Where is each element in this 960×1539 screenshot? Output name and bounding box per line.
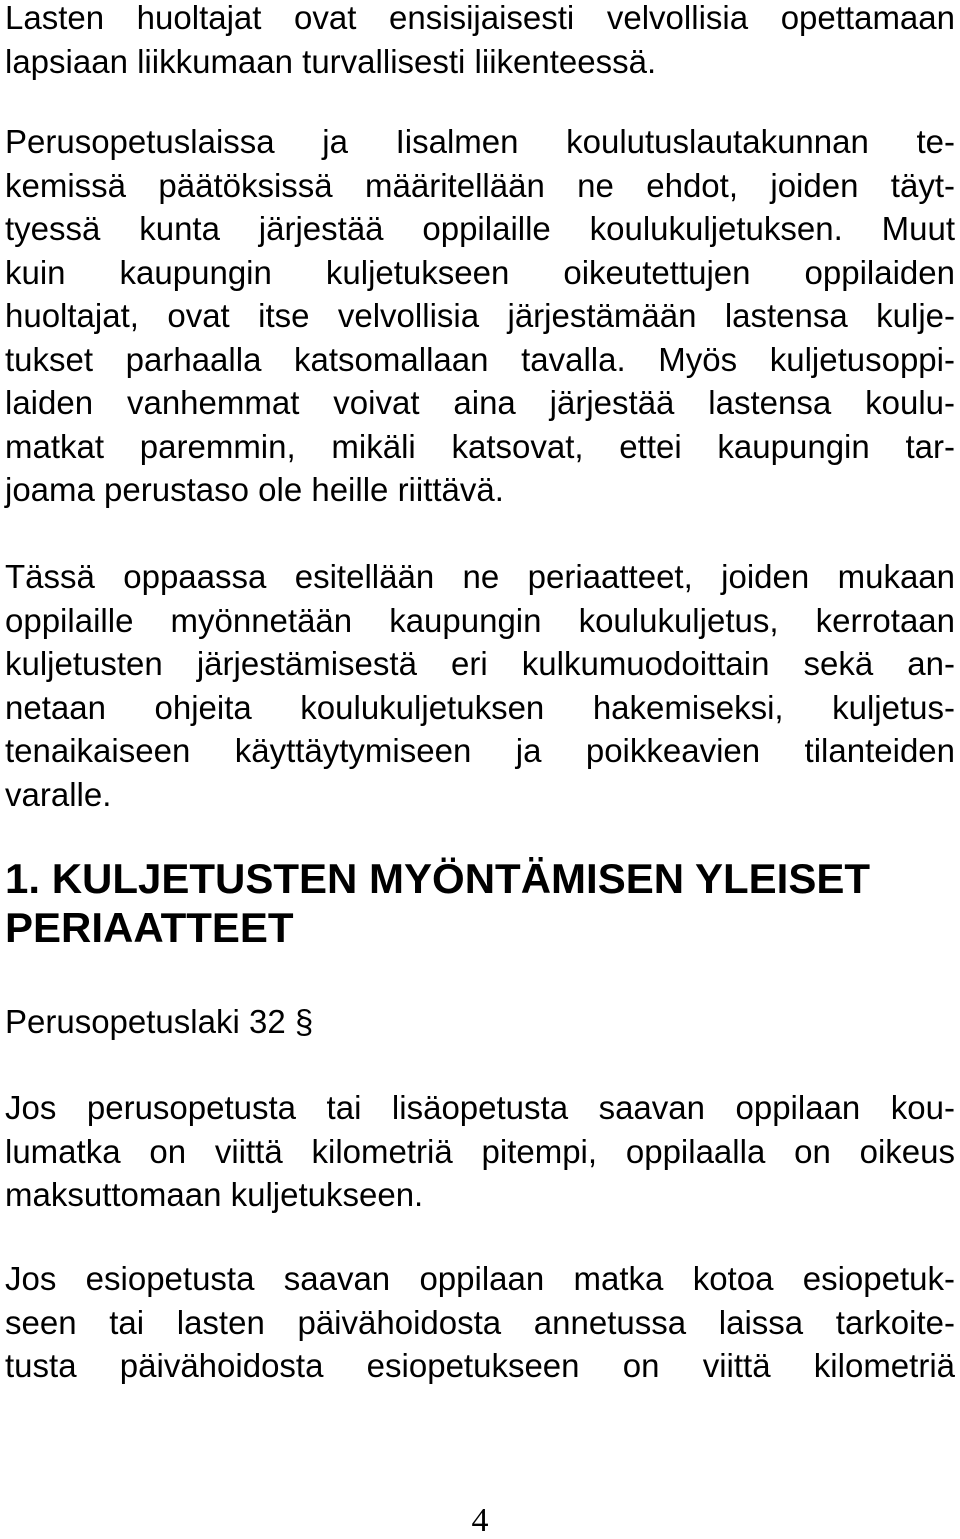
text-line: Tässä oppaassa esitellään ne periaatteet, joiden mukaan bbox=[5, 558, 955, 595]
text-line: Perusopetuslaissa ja Iisalmen koulutuslautakunnan te- bbox=[5, 123, 955, 160]
text-line: lapsiaan liikkumaan turvallisesti liikenteessä. bbox=[5, 42, 657, 80]
paragraph-travel-distance-rule bbox=[5, 1086, 955, 1217]
page-number: 4 bbox=[471, 1502, 489, 1539]
section-heading-line: 1. KULJETUSTEN MYÖNTÄMISEN YLEISET bbox=[5, 855, 870, 902]
text-line: Lasten huoltajat ovat ensisijaisesti velvollisia opettamaan bbox=[5, 0, 955, 36]
text-line: joama perustaso ole heille riittävä. bbox=[5, 471, 504, 508]
text-line: Jos perusopetusta tai lisäopetusta saavan oppilaan kou- bbox=[5, 1089, 955, 1126]
text-line: kuin kaupungin kuljetukseen oikeutettujen oppilaiden bbox=[5, 253, 955, 291]
text-line: kemissä päätöksissä määritellään ne ehdot, joiden täyt- bbox=[5, 166, 955, 204]
law-reference: Perusopetuslaki 32 § bbox=[5, 1003, 314, 1040]
paragraph-preschool-rule bbox=[5, 1257, 955, 1388]
text-line: matkat paremmin, mikäli katsovat, ettei kaupungin tar- bbox=[5, 427, 955, 465]
text-line: tusta päivähoidosta esiopetukseen on viittä kilometriä bbox=[5, 1347, 955, 1384]
text-line: laiden vanhemmat voivat aina järjestää lastensa koulu- bbox=[5, 384, 955, 421]
text-line: maksuttomaan kuljetukseen. bbox=[5, 1176, 424, 1213]
section-heading-line: PERIAATTEET bbox=[5, 904, 294, 951]
text-line: Jos esiopetusta saavan oppilaan matka kotoa esiopetuk- bbox=[5, 1260, 955, 1297]
text-line: tyessä kunta järjestää oppilaille koulukuljetuksen. Muut bbox=[5, 210, 955, 247]
text-line: lumatka on viittä kilometriä pitempi, oppilaalla on oikeus bbox=[5, 1132, 955, 1170]
paragraph-guide-intro bbox=[5, 555, 955, 816]
text-line: tenaikaiseen käyttäytymiseen ja poikkeavien tilanteiden bbox=[5, 732, 955, 769]
paragraph-guardians-duty bbox=[5, 0, 955, 83]
section-heading bbox=[5, 854, 955, 952]
text-line: kuljetusten järjestämisestä eri kulkumuodoittain sekä an- bbox=[5, 645, 955, 682]
text-line: netaan ohjeita koulukuljetuksen hakemiseksi, kuljetus- bbox=[5, 688, 955, 726]
text-line: huoltajat, ovat itse velvollisia järjestämään lastensa kulje- bbox=[5, 297, 955, 334]
text-line: tukset parhaalla katsomallaan tavalla. Myös kuljetusoppi- bbox=[5, 340, 955, 378]
text-line: oppilaille myönnetään kaupungin koulukuljetus, kerrotaan bbox=[5, 601, 955, 639]
paragraph-basic-education-act bbox=[5, 120, 955, 512]
text-line: seen tai lasten päivähoidosta annetussa laissa tarkoite- bbox=[5, 1303, 955, 1341]
text-line: varalle. bbox=[5, 775, 112, 813]
